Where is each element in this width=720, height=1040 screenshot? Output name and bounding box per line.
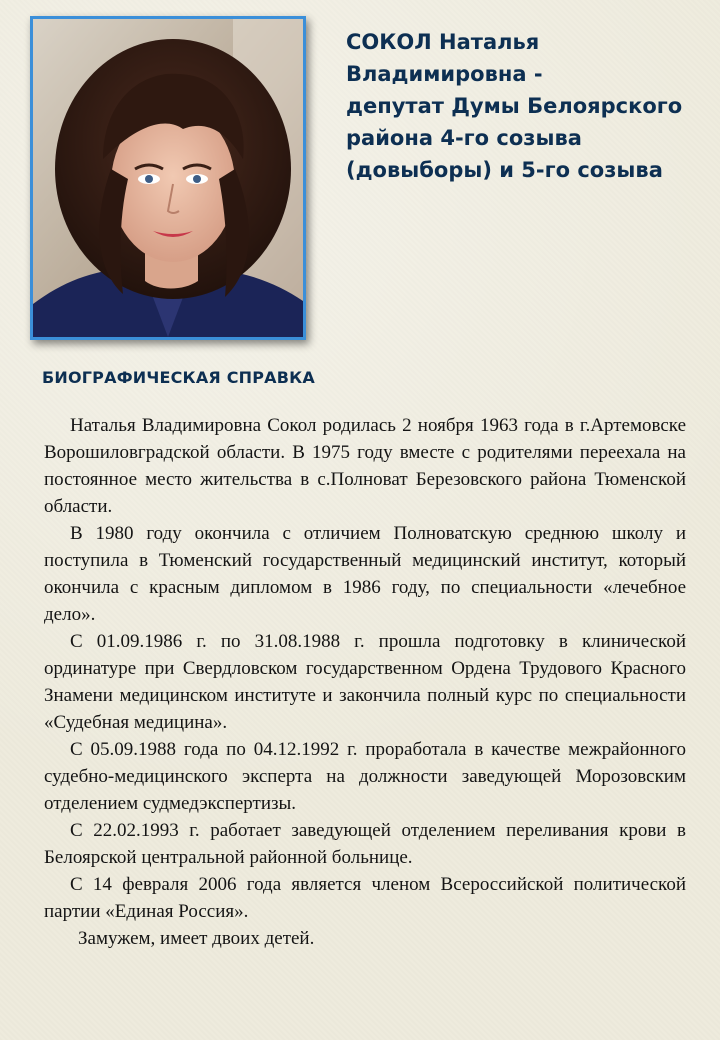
portrait-image [33, 19, 303, 337]
bio-paragraph: С 14 февраля 2006 года является членом Всероссийской политической партии «Единая Россия». [44, 874, 686, 922]
bio-paragraph: Наталья Владимировна Сокол родилась 2 ноября 1963 года в г.Артемовске Ворошиловградской области. В 1975 году вместе с родителями переехала на постоянное место жительства в с.Полноват Березовского района Тюменской области. [44, 415, 686, 517]
bio-paragraph: С 01.09.1986 г. по 31.08.1988 г. прошла подготовку в клинической ординатуре при Свердловском государственном Ордена Трудового Красного Знамени медицинском институте и закончила полный курс по специальности «Судебная медицина». [44, 631, 686, 733]
bio-paragraph: Замужем, имеет двоих детей. [78, 928, 315, 949]
bio-paragraph: С 22.02.1993 г. работает заведующей отделением переливания крови в Белоярской центральной районной больнице. [44, 820, 686, 868]
page-title: СОКОЛ Наталья Владимировна - депутат Думы Белоярского района 4-го созыва (довыборы) и 5-го созыва [346, 30, 683, 182]
biography-text [44, 412, 686, 952]
portrait-photo [30, 16, 306, 340]
section-heading: БИОГРАФИЧЕСКАЯ СПРАВКА [42, 368, 316, 387]
bio-paragraph: С 05.09.1988 года по 04.12.1992 г. проработала в качестве межрайонного судебно-медицинского эксперта на должности заведующей Морозовским отделением судмедэкспертизы. [44, 739, 686, 814]
bio-paragraph: В 1980 году окончила с отличием Полноватскую среднюю школу и поступила в Тюменский государственный медицинский институт, который окончила с красным дипломом в 1986 году, по специальности «лечебное дело». [44, 523, 686, 625]
